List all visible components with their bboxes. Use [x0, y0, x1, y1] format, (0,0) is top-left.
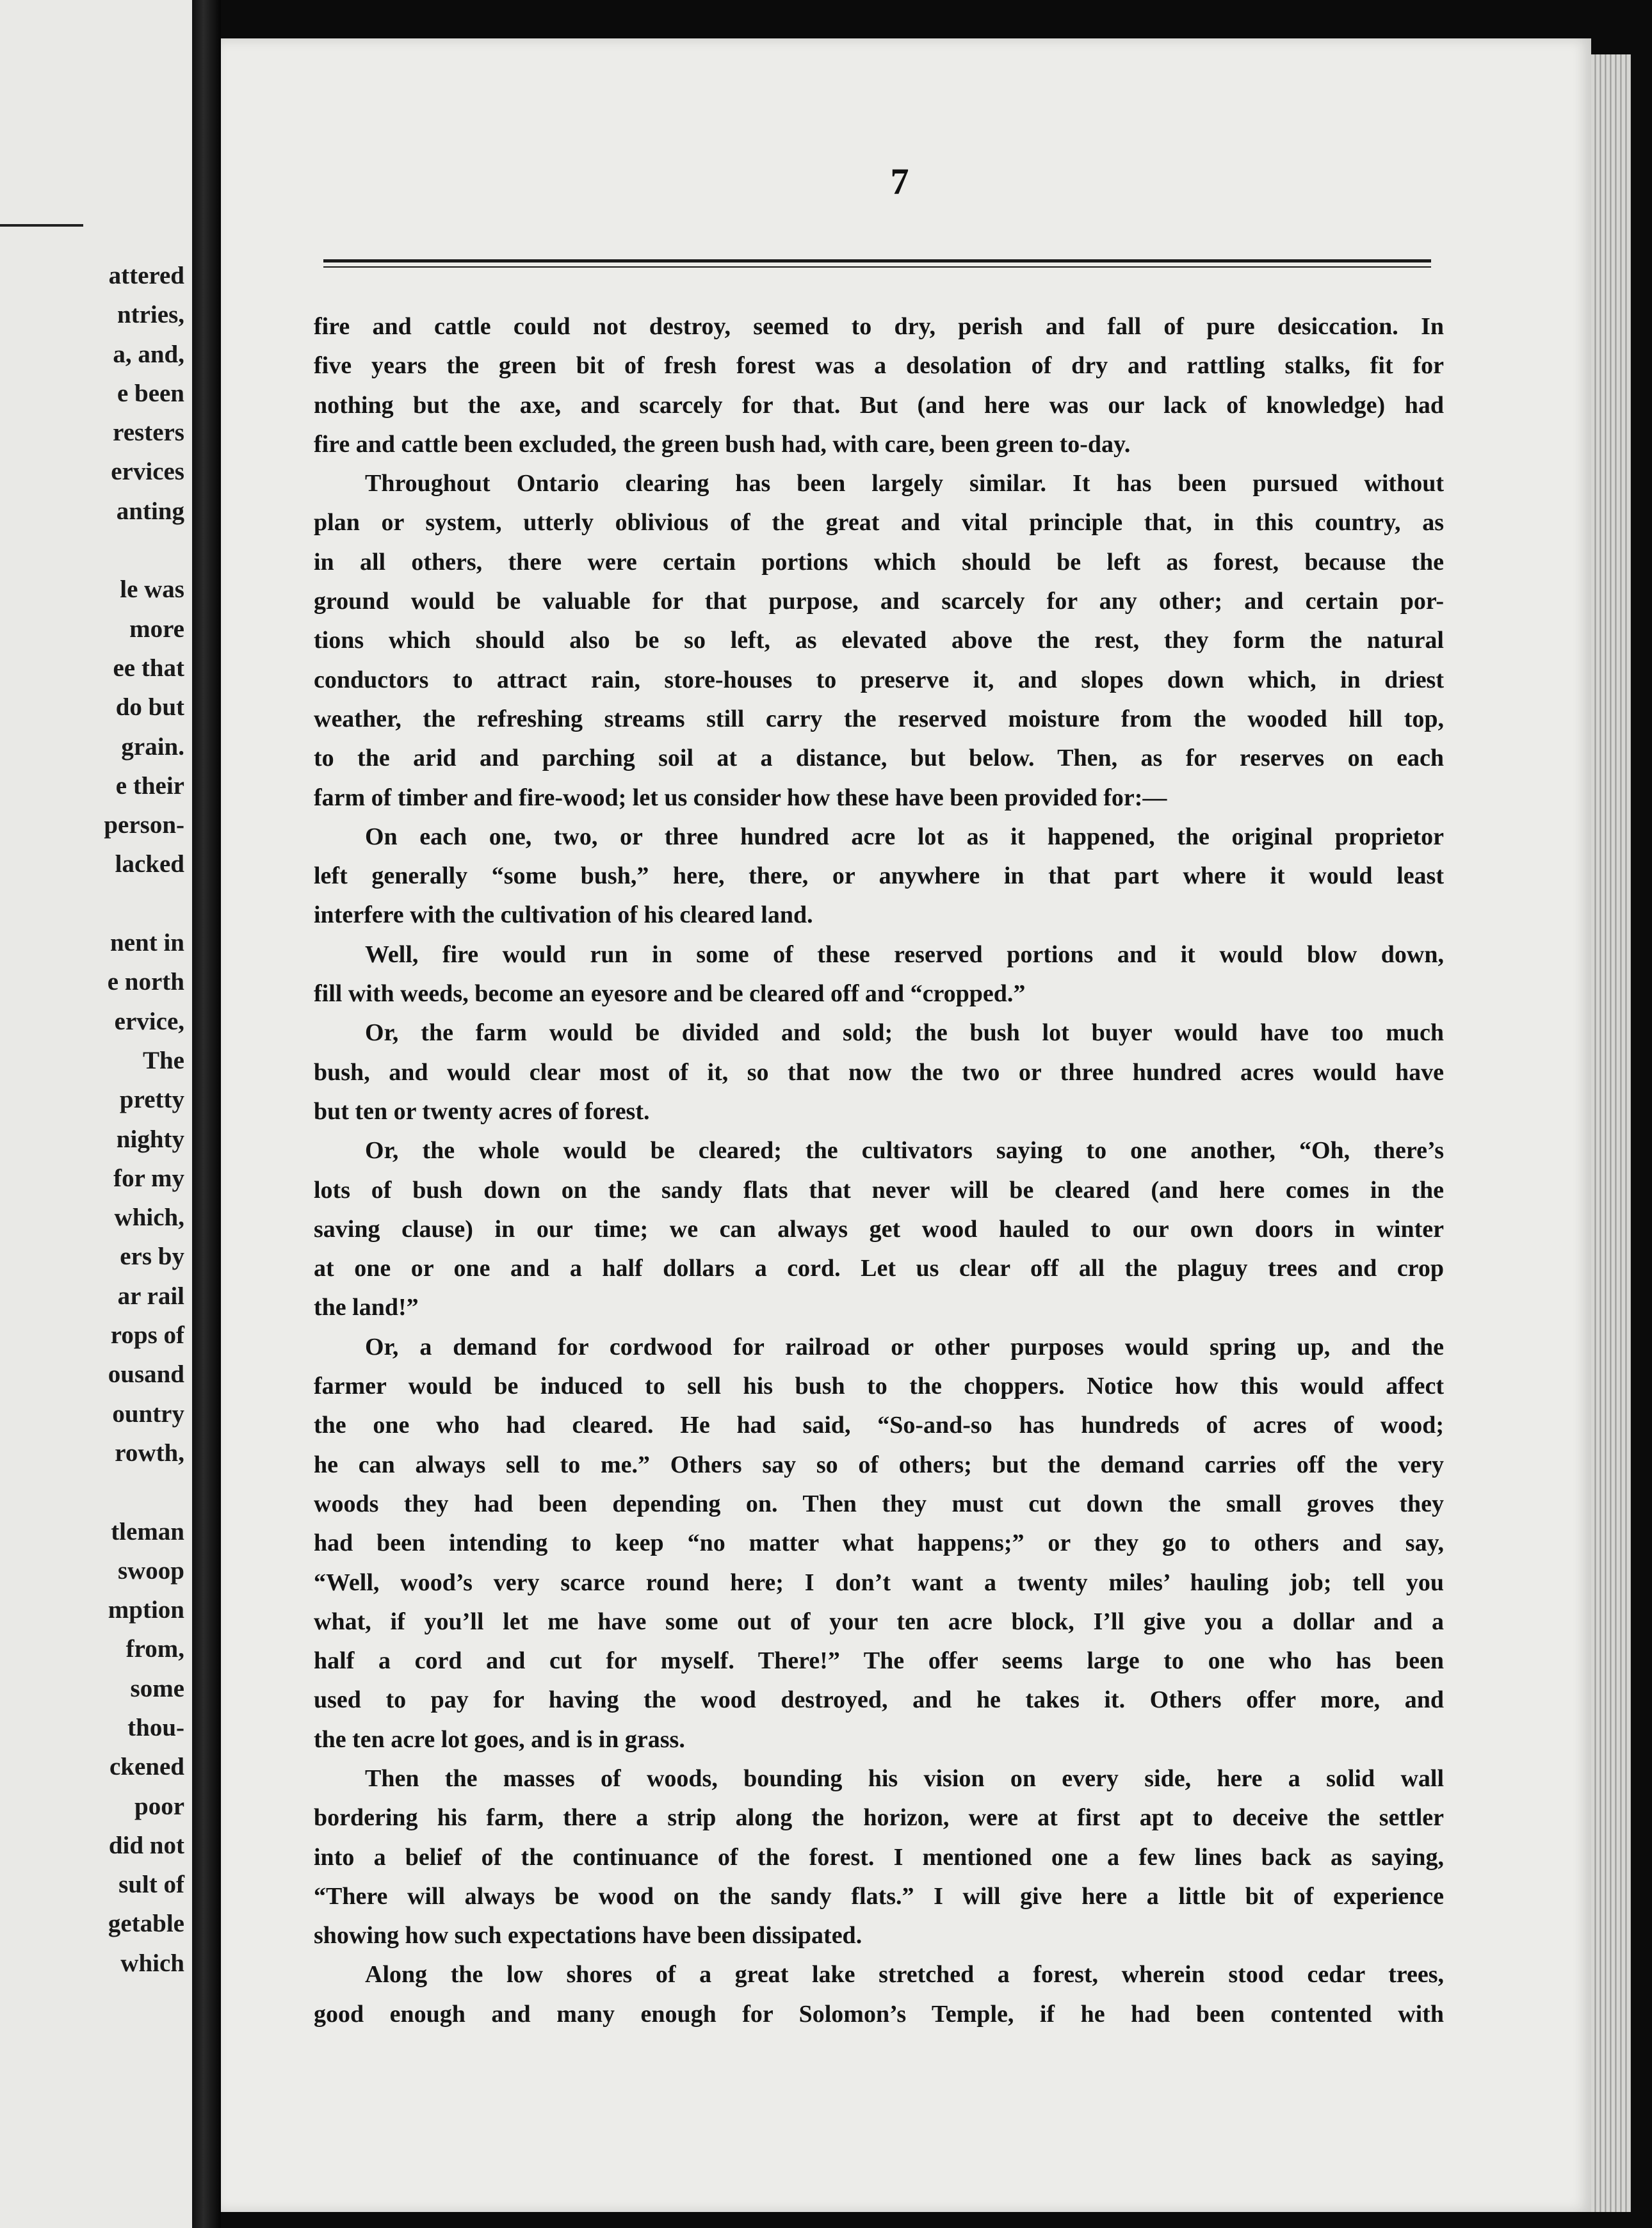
text-line: “Well, wood’s very scarce round here; I don’t want a twenty miles’ hauling job; tell you	[314, 1569, 1444, 1596]
facing-page-line: ee that	[113, 654, 184, 682]
facing-page-line: from,	[126, 1635, 184, 1663]
text-line: left generally “some bush,” here, there, or anywhere in that part where it would least	[314, 862, 1444, 890]
facing-page-line	[0, 1473, 184, 1512]
facing-page-line: lacked	[115, 850, 184, 878]
facing-page-line: for my	[113, 1164, 184, 1192]
text-line: Or, the whole would be cleared; the cultivators saying to one another, “Oh, there’s	[365, 1137, 1444, 1165]
text-line: the one who had cleared. He had said, “So-and-so has hundreds of acres of wood;	[314, 1412, 1444, 1439]
facing-page-line: anting	[116, 497, 184, 525]
text-line: woods they had been depending on. Then they must cut down the small groves they	[314, 1490, 1444, 1517]
facing-page-line: grain.	[121, 732, 184, 761]
facing-page-line: ountry	[112, 1400, 184, 1428]
facing-page-line: which	[120, 1949, 184, 1977]
text-line: bordering his farm, there a strip along the horizon, were at first apt to deceive the settler	[314, 1804, 1444, 1832]
facing-page-line	[0, 884, 184, 923]
text-line: On each one, two, or three hundred acre lot as it happened, the original proprietor	[365, 823, 1444, 850]
facing-page-line: thou-	[127, 1713, 184, 1741]
text-line: conductors to attract rain, store-houses to preserve it, and slopes down which, in driest	[314, 666, 1444, 693]
text-line: farm of timber and fire-wood; let us consider how these have been provided for:—	[314, 784, 1167, 811]
facing-page-text	[0, 256, 184, 1983]
facing-page-left	[0, 0, 192, 2228]
text-line: good enough and many enough for Solomon’s Temple, if he had been contented with	[314, 2000, 1444, 2028]
text-line: nothing but the axe, and scarcely for that. But (and here was our lack of knowledge) had	[314, 391, 1444, 419]
facing-page-line: e been	[117, 379, 184, 407]
book-page	[221, 38, 1591, 2212]
text-line: interfere with the cultivation of his cleared land.	[314, 901, 813, 929]
text-line: half a cord and cut for myself. There!” The offer seems large to one who has been	[314, 1647, 1444, 1675]
text-line: farmer would be induced to sell his bush to the choppers. Notice how this would affect	[314, 1373, 1444, 1400]
facing-page-line: ckened	[109, 1753, 184, 1781]
text-line: the land!”	[314, 1294, 419, 1321]
facing-page-line: did not	[108, 1831, 184, 1859]
text-line: into a belief of the continuance of the forest. I mentioned one a few lines back as saying,	[314, 1843, 1444, 1871]
facing-page-line: e north	[107, 968, 184, 996]
page-edges	[1591, 54, 1631, 2212]
text-line: “There will always be wood on the sandy flats.” I will give here a little bit of experience	[314, 1882, 1444, 1910]
text-line: at one or one and a half dollars a cord. Let us clear off all the plaguy trees and crop	[314, 1255, 1444, 1282]
header-rule-thick	[323, 259, 1431, 262]
facing-page-line: ervices	[111, 458, 184, 486]
text-line: he can always sell to me.” Others say so of others; but the demand carries off the very	[314, 1451, 1444, 1478]
text-line: weather, the refreshing streams still carry the reserved moisture from the wooded hill top,	[314, 705, 1444, 732]
facing-page-line: e their	[115, 771, 184, 800]
facing-page-line: tleman	[111, 1517, 184, 1546]
text-line: used to pay for having the wood destroyed, and he takes it. Others offer more, and	[314, 1686, 1444, 1714]
header-rule-thin	[323, 266, 1431, 268]
text-line: Along the low shores of a great lake stretched a forest, wherein stood cedar trees,	[365, 1961, 1444, 1989]
text-line: plan or system, utterly oblivious of the great and vital principle that, in this country, as	[314, 509, 1444, 537]
facing-page-line: poor	[134, 1792, 184, 1820]
text-line: the ten acre lot goes, and is in grass.	[314, 1725, 685, 1753]
facing-page-line: some	[130, 1674, 184, 1702]
facing-page-line: ar rail	[117, 1282, 184, 1310]
page-number: 7	[890, 161, 909, 202]
facing-page-line: le was	[120, 576, 184, 604]
page-body-text	[314, 307, 1444, 2034]
facing-page-line: more	[129, 615, 184, 643]
facing-page-line: The	[142, 1046, 184, 1074]
facing-page-line: mption	[108, 1596, 184, 1624]
facing-page-line: resters	[113, 419, 184, 447]
facing-page-line: getable	[108, 1910, 184, 1938]
facing-page-line: rowth,	[115, 1439, 184, 1467]
facing-page-rule	[0, 224, 83, 227]
facing-page-line: ntries,	[117, 301, 184, 329]
facing-page-line: ers by	[120, 1243, 184, 1271]
facing-page-line: nent in	[110, 929, 184, 957]
header-rule	[323, 259, 1431, 270]
text-line: Well, fire would run in some of these reserved portions and it would blow down,	[365, 940, 1444, 968]
facing-page-line: which,	[114, 1204, 184, 1232]
facing-page-line: ervice,	[114, 1007, 184, 1035]
text-line: Throughout Ontario clearing has been largely similar. It has been pursued without	[365, 470, 1444, 497]
text-line: Then the masses of woods, bounding his vision on every side, here a solid wall	[365, 1764, 1444, 1792]
text-line: but ten or twenty acres of forest.	[314, 1097, 650, 1125]
facing-page-line: a, and,	[113, 340, 184, 368]
book-gutter	[192, 0, 221, 2228]
text-line: ground would be valuable for that purpose, and scarcely for any other; and certain por-	[314, 588, 1444, 615]
text-line: Or, the farm would be divided and sold; the bush lot buyer would have too much	[365, 1019, 1444, 1047]
facing-page-line: rops of	[110, 1321, 184, 1350]
facing-page-line: do but	[115, 693, 184, 722]
facing-page-line: sult of	[118, 1871, 184, 1899]
text-line: what, if you’ll let me have some out of your ten acre block, I’ll give you a dollar and a	[314, 1608, 1444, 1635]
text-line: bush, and would clear most of it, so that now the two or three hundred acres would have	[314, 1058, 1444, 1086]
facing-page-line: attered	[108, 262, 184, 289]
text-line: tions which should also be so left, as elevated above the rest, they form the natural	[314, 627, 1444, 654]
text-line: fire and cattle been excluded, the green bush had, with care, been green to-day.	[314, 430, 1131, 458]
facing-page-line: ousand	[108, 1360, 184, 1389]
text-line: fire and cattle could not destroy, seemed to dry, perish and fall of pure desiccation. In	[314, 313, 1444, 340]
facing-page-line	[0, 531, 184, 570]
text-line: five years the green bit of fresh forest was a desolation of dry and rattling stalks, fit for	[314, 352, 1444, 380]
text-line: lots of bush down on the sandy flats that never will be cleared (and here comes in the	[314, 1176, 1444, 1204]
text-line: in all others, there were certain portions which should be left as forest, because the	[314, 548, 1444, 576]
text-line: to the arid and parching soil at a distance, but below. Then, as for reserves on each	[314, 745, 1444, 772]
text-line: saving clause) in our time; we can always get wood hauled to our own doors in winter	[314, 1215, 1444, 1243]
text-line: fill with weeds, become an eyesore and be cleared off and “cropped.”	[314, 980, 1026, 1008]
facing-page-line: person-	[104, 811, 184, 839]
facing-page-line: nighty	[116, 1125, 184, 1153]
facing-page-line: swoop	[117, 1556, 184, 1585]
text-line: showing how such expectations have been dissipated.	[314, 1922, 862, 1950]
text-line: Or, a demand for cordwood for railroad or other purposes would spring up, and the	[365, 1333, 1444, 1360]
facing-page-line: pretty	[119, 1086, 184, 1114]
text-line: had been intending to keep “no matter what happens;” or they go to others and say,	[314, 1530, 1444, 1557]
